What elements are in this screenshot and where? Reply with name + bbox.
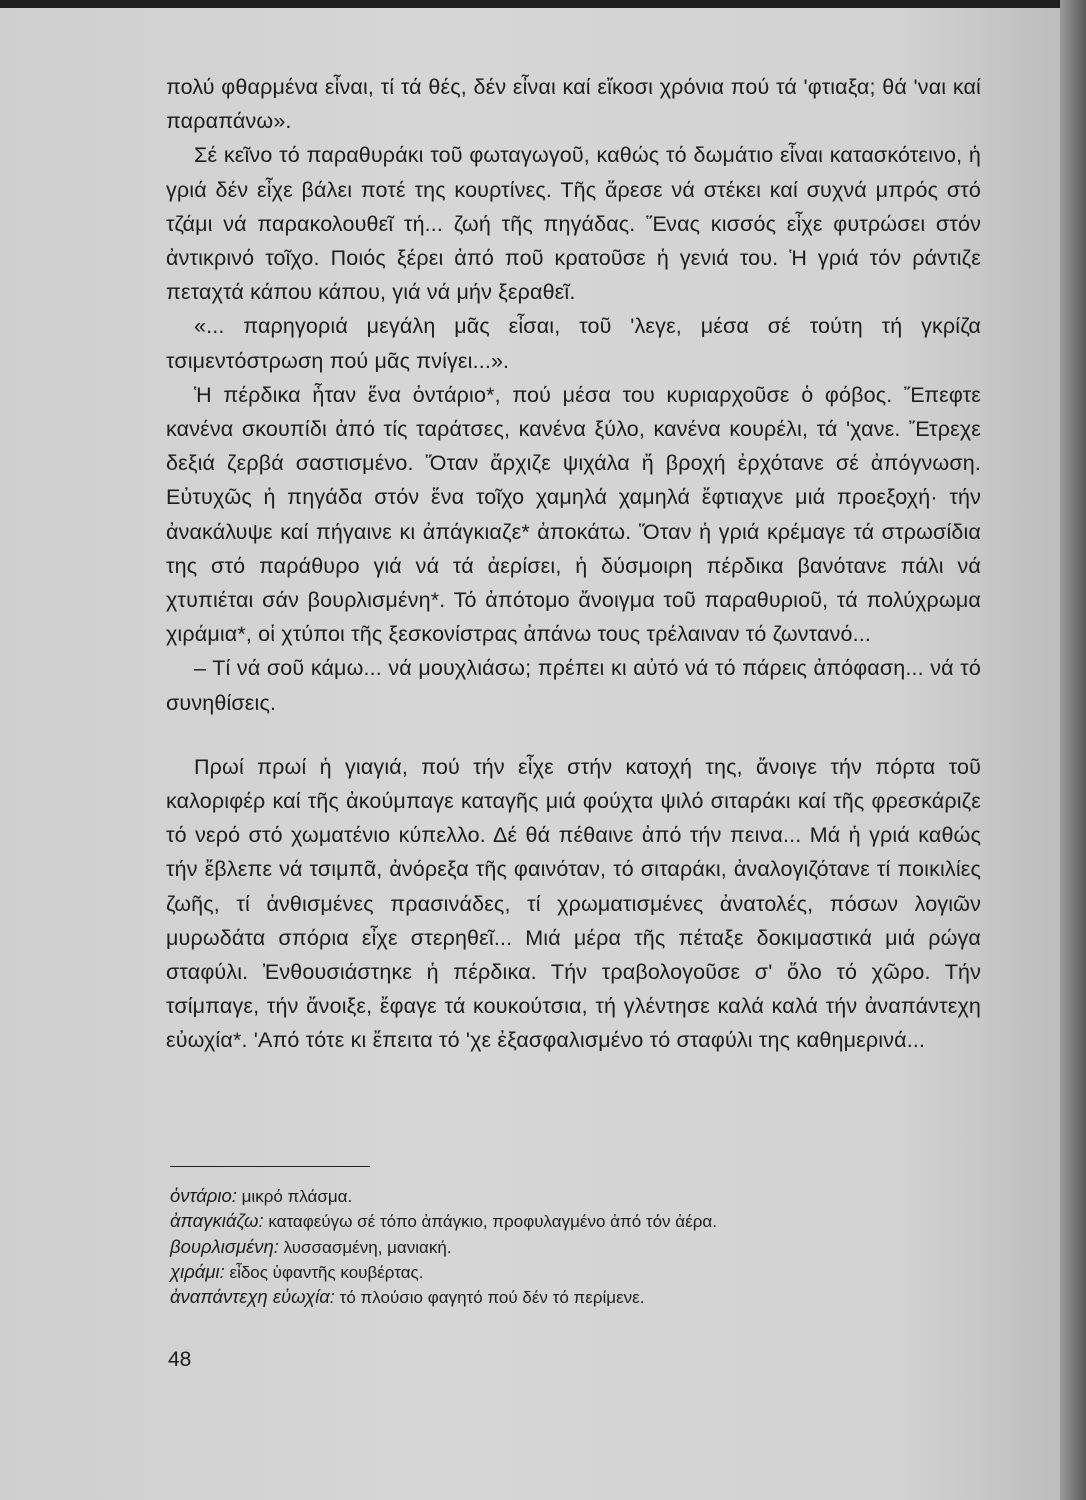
scan-top-edge [0, 0, 1086, 8]
footnote-divider [170, 1166, 370, 1167]
book-page [0, 8, 1060, 1500]
footnote-term: ὀντάριο: [170, 1185, 237, 1206]
section-gap [166, 720, 981, 750]
paragraph-2: Σέ κεῖνο τό παραθυράκι τοῦ φωταγωγοῦ, καθώς τό δωμάτιο εἶναι κατασκότεινο, ἡ γριά δέν εἶχε βάλει ποτέ της κουρτίνες. Τῆς ἄρεσε νά στέκει καί συχνά μπρός στό τζάμι νά παρακολουθεῖ τή... ζωή τῆς πηγάδας. Ἕνας κισσός εἶχε φυτρώσει στόν ἀντικρινό τοῖχο. Ποιός ξέρει ἀπό ποῦ κρατοῦσε ἡ γενιά του. Ἡ γριά τόν ράντιζε πεταχτά κάπου κάπου, γιά νά μήν ξεραθεῖ. [166, 143, 981, 305]
footnote-definition: τό πλούσιο φαγητό πού δέν τό περίμενε. [339, 1288, 645, 1308]
footnote-1 [170, 1184, 980, 1209]
main-text [166, 70, 981, 1058]
footnotes [170, 1184, 980, 1310]
footnote-definition: λυσσασμένη, μανιακή. [283, 1237, 452, 1257]
footnote-4 [170, 1260, 980, 1285]
paragraph-1: πολύ φθαρμένα εἶναι, τί τά θές, δέν εἶναι καί εἴκοσι χρόνια πού τά 'φτιαξα; θά 'ναι καί παραπάνω». [166, 75, 981, 134]
footnote-definition: μικρό πλάσμα. [241, 1187, 353, 1206]
footnote-term: ἀναπάντεχη εὐωχία: [170, 1286, 335, 1308]
scan-right-edge [1060, 0, 1086, 1500]
footnote-3 [170, 1235, 980, 1260]
footnote-2 [170, 1209, 980, 1234]
paragraph-6: Πρωί πρωί ἡ γιαγιά, πού τήν εἶχε στήν κατοχή της, ἄνοιγε τήν πόρτα τοῦ καλοριφέρ καί τῆς ἀκούμπαγε καταγῆς μιά φούχτα ψιλό σιταράκι καί τῆς φρεσκάριζε τό νερό στό χωματένιο κύπελλο. Δέ θά πέθαινε ἀπό τήν πεινα... Μά ἡ γριά καθώς τήν ἔβλεπε νά τσιμπᾶ, ἀνόρεξα τῆς φαινόταν, τό σιταράκι, ἀναλογιζότανε τί ποικιλίες ζωῆς, τί ἀνθισμένες πρασινάδες, τί χρωματισμένες ἀνατολές, πόσων λογιῶν μυρωδάτα σπόρια εἶχε στερηθεῖ... Μιά μέρα τῆς πέταξε δοκιμαστικά μιά ρώγα σταφύλι. Ἐνθουσιάστηκε ἡ πέρδικα. Τήν τραβολογοῦσε σ' ὅλο τό χῶρο. Τήν τσίμπαγε, τήν ἄνοιξε, ἔφαγε τά κουκούτσια, τή γλέντησε καλά καλά τήν ἀναπάντεχη εὐωχία*. 'Από τότε κι ἔπειτα τό 'χε ἐξασφαλισμένο τό σταφύλι της καθημερινά... [166, 754, 981, 1053]
footnote-term: χιράμι: [170, 1260, 225, 1282]
page-number: 48 [168, 1348, 192, 1371]
footnote-definition: εἶδος ὑφαντῆς κουβέρτας. [229, 1262, 424, 1282]
footnote-term: ἀπαγκιάζω: [170, 1210, 264, 1232]
paragraph-5: – Τί νά σοῦ κάμω... νά μουχλιάσω; πρέπει κι αὐτό νά τό πάρεις ἀπόφαση... νά τό συνηθίσεις. [166, 656, 981, 715]
footnote-term: βουρλισμένη: [170, 1235, 279, 1257]
footnote-definition: καταφεύγω σέ τόπο ἀπάγκιο, προφυλαγμένο ἀπό τόν ἀέρα. [268, 1212, 717, 1232]
paragraph-3: «... παρηγοριά μεγάλη μᾶς εἶσαι, τοῦ 'λεγε, μέσα σέ τούτη τή γκρίζα τσιμεντόστρωση πού μᾶς πνίγει...». [166, 314, 981, 373]
footnote-5 [170, 1285, 980, 1310]
paragraph-4: Ἡ πέρδικα ἦταν ἕνα ὀντάριο*, πού μέσα του κυριαρχοῦσε ὁ φόβος. Ἔπεφτε κανένα σκουπίδι ἀπό τίς ταράτσες, κανένα ξύλο, κανένα κουρέλι, τά 'χανε. Ἔτρεχε δεξιά ζερβά σαστισμένο. Ὅταν ἄρχιζε ψιχάλα ἤ βροχή ἐρχότανε σέ ἀπόγνωση. Εὐτυχῶς ἡ πηγάδα στόν ἕνα τοῖχο χαμηλά χαμηλά ἔφτιαχνε μιά προεξοχή· τήν ἀνακάλυψε καί πήγαινε κι ἀπάγκιαζε* ἀποκάτω. Ὅταν ἡ γριά κρέμαγε τά στρωσίδια της στό παράθυρο γιά νά τά ἀερίσει, ἡ δύσμοιρη πέρδικα βανότανε πάλι νά χτυπιέται σάν βουρλισμένη*. Τό ἀπότομο ἄνοιγμα τοῦ παραθυριοῦ, τά πολύχρωμα χιράμια*, οἱ χτύποι τῆς ξεσκονίστρας ἀπάνω τους τρέλαιναν τό ζωντανό... [166, 382, 981, 647]
